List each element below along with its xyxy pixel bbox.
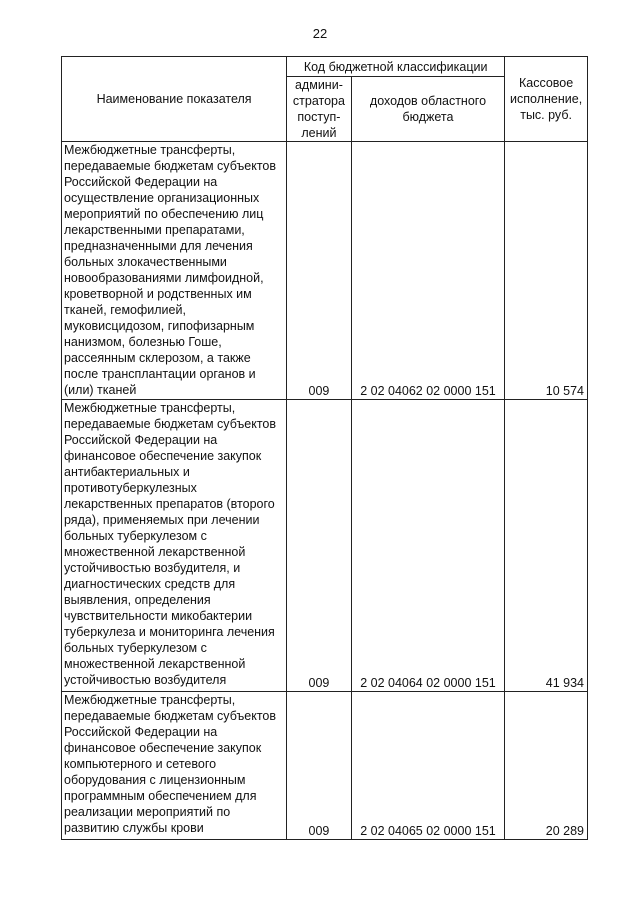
row-name: Межбюджетные трансферты, передаваемые бюджетам субъектов Российской Федерации на финансовое обеспечение закупок антибактериальных и противотуберкулезных лекарственных препаратов (второго ряда), применяемых при лечении больных туберкулезом с множественной лекарственной устойчивостью возбудителя, и диагностических средств для выявления, определения чувствительности микобактерии туберкулеза и мониторинга лечения больных туберкулезом с множественной лекарственной устойчивостью возбудителя xyxy=(62,400,287,692)
row-amount: 20 289 xyxy=(505,692,588,840)
row-income-code: 2 02 04062 02 0000 151 xyxy=(351,142,504,400)
table-row xyxy=(62,692,588,840)
row-name: Межбюджетные трансферты, передаваемые бюджетам субъектов Российской Федерации на финансовое обеспечение закупок компьютерного и сетевого оборудования с лицензионным программным обеспечением для реализации мероприятий по развитию службы крови xyxy=(62,692,287,840)
table-row xyxy=(62,142,588,400)
row-name: Межбюджетные трансферты, передаваемые бюджетам субъектов Российской Федерации на осуществление организационных мероприятий по обеспечению лиц лекарственными препаратами, предназначенными для лечения больных злокачественными новообразованиями лимфоидной, кроветворной и родственных им тканей, гемофилией, муковисцидозом, гипофизарным нанизмом, болезнью Гоше, рассеянным склерозом, а также после трансплантации органов и (или) тканей xyxy=(62,142,287,400)
row-amount: 10 574 xyxy=(505,142,588,400)
header-classification-group: Код бюджетной классификации xyxy=(287,57,505,77)
row-admin-code: 009 xyxy=(287,400,352,692)
row-admin-code: 009 xyxy=(287,692,352,840)
row-income-code: 2 02 04064 02 0000 151 xyxy=(351,400,504,692)
header-administrator: админи-стратора поступ-лений xyxy=(287,77,352,142)
header-cash-execution: Кассовое исполнение, тыс. руб. xyxy=(505,57,588,142)
page-number: 22 xyxy=(312,26,328,41)
header-name: Наименование показателя xyxy=(62,57,287,142)
budget-table xyxy=(61,56,588,840)
table-row xyxy=(62,400,588,692)
row-amount: 41 934 xyxy=(505,400,588,692)
row-income-code: 2 02 04065 02 0000 151 xyxy=(351,692,504,840)
row-admin-code: 009 xyxy=(287,142,352,400)
header-income-code: доходов областного бюджета xyxy=(351,77,504,142)
